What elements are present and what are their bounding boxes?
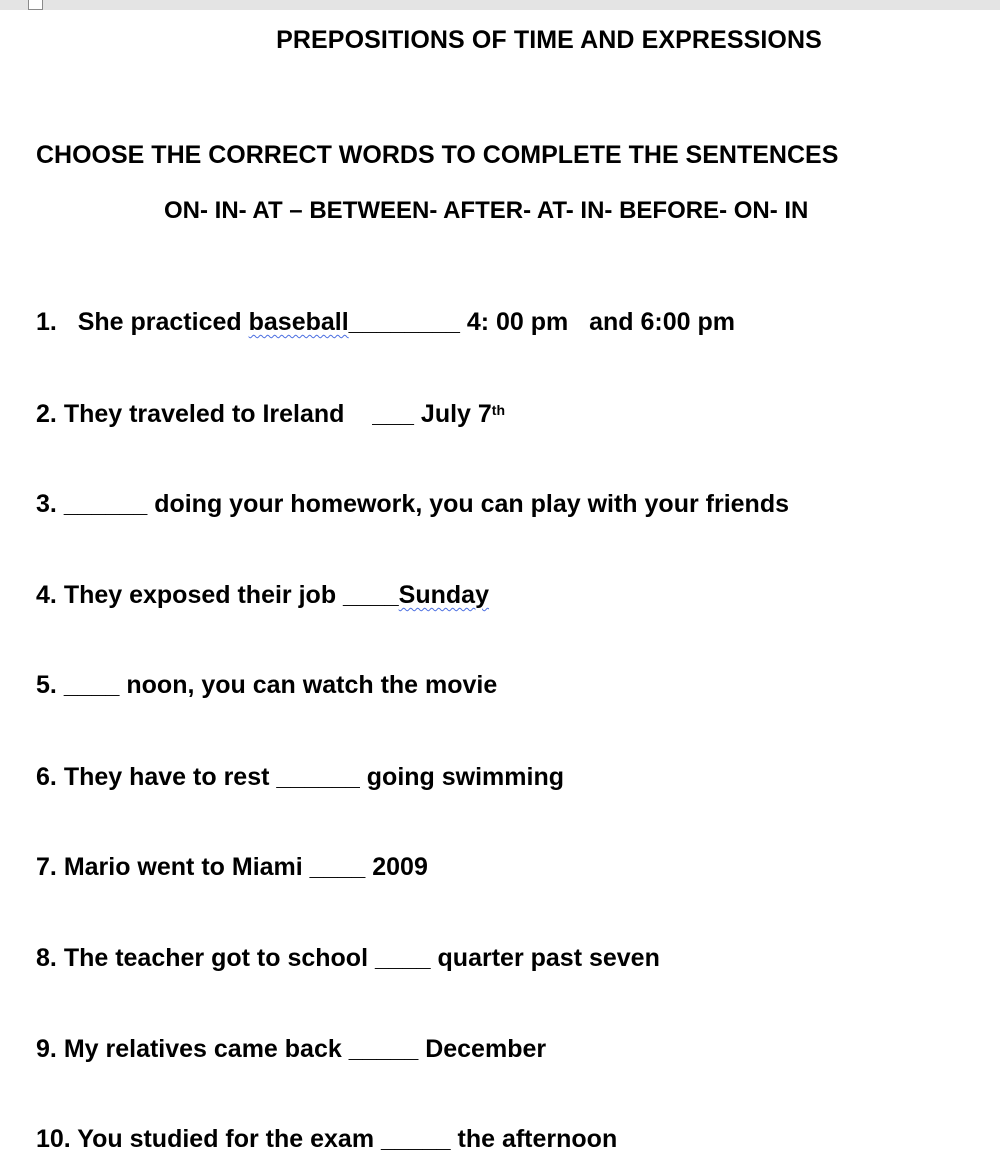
sentence-item-9: [36, 1033, 546, 1065]
item-text-before: Mario went to Miami: [63, 853, 310, 881]
item-text-after: December: [418, 1035, 547, 1063]
sentence-item-5: [36, 669, 497, 701]
item-blank: ____: [374, 944, 431, 972]
instructions-heading: CHOOSE THE CORRECT WORDS TO COMPLETE THE SENTENCES: [36, 141, 839, 169]
page-title: PREPOSITIONS OF TIME AND EXPRESSIONS: [276, 26, 822, 54]
item-text-after: quarter past seven: [430, 944, 660, 972]
item-number: 2.: [36, 400, 57, 428]
item-text-before: You studied for the exam: [77, 1125, 382, 1153]
item-blank: ______: [276, 763, 360, 791]
item-blank: ____: [309, 853, 366, 881]
item-text-after: 2009: [365, 853, 428, 881]
sentence-item-6: [36, 761, 564, 793]
item-underlined-word: Sunday: [398, 581, 489, 609]
sentence-item-2: [36, 398, 505, 430]
word-bank: ON- IN- AT – BETWEEN- AFTER- AT- IN- BEFORE- ON- IN: [164, 197, 809, 224]
sentence-item-7: [36, 851, 428, 883]
item-number: 1.: [36, 308, 57, 336]
item-text-after: July 7: [413, 400, 492, 428]
item-number: 5.: [36, 671, 57, 699]
item-blank: ________: [348, 308, 460, 336]
sentence-item-8: [36, 942, 660, 974]
item-text-before: They exposed their job: [63, 581, 344, 609]
item-text-after: 4: 00 pm and 6:00 pm: [459, 308, 735, 336]
item-text-before: They traveled to Ireland: [63, 400, 373, 428]
item-text-before: She practiced: [77, 308, 249, 336]
item-text-before: My relatives came back: [63, 1035, 349, 1063]
item-underlined-word: baseball: [248, 308, 349, 336]
sentence-item-10: [36, 1123, 617, 1155]
item-text-after: noon, you can watch the movie: [119, 671, 498, 699]
item-blank: ____: [343, 581, 399, 609]
item-number: 4.: [36, 581, 57, 609]
item-text-before: They have to rest: [63, 763, 277, 791]
item-text-after: doing your homework, you can play with your friends: [147, 490, 789, 518]
item-number: 8.: [36, 944, 57, 972]
item-number: 10.: [36, 1125, 71, 1153]
sentence-item-3: [36, 488, 789, 520]
item-blank: ___: [372, 400, 414, 428]
item-blank: ____: [63, 671, 120, 699]
item-blank: ______: [63, 490, 148, 518]
item-number: 9.: [36, 1035, 57, 1063]
sentence-item-4: [36, 579, 489, 611]
item-number: 7.: [36, 853, 57, 881]
item-blank: _____: [348, 1035, 419, 1063]
item-text-after: the afternoon: [450, 1125, 618, 1153]
item-number: 3.: [36, 490, 57, 518]
item-blank: _____: [381, 1125, 451, 1153]
item-superscript: th: [491, 402, 506, 418]
item-text-before: The teacher got to school: [63, 944, 375, 972]
item-number: 6.: [36, 763, 57, 791]
item-text-after: going swimming: [359, 763, 564, 791]
sentence-item-1: [36, 306, 735, 338]
